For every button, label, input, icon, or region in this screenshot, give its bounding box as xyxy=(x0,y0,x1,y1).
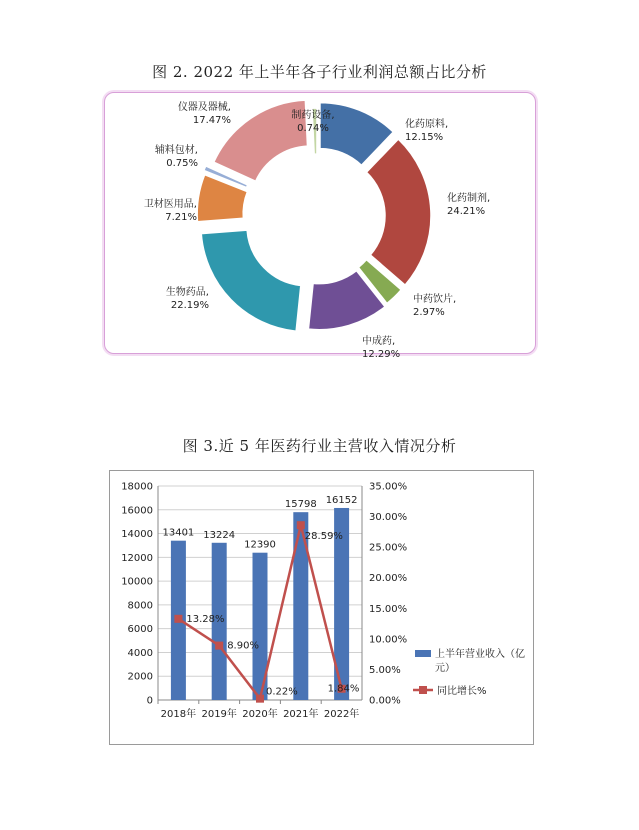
right-axis-tick-label: 30.00% xyxy=(369,512,408,524)
right-axis-tick-label: 20.00% xyxy=(369,573,408,585)
growth-marker xyxy=(297,521,305,529)
right-axis-tick-label: 10.00% xyxy=(369,634,408,646)
slice-value-label: 0.74% xyxy=(297,123,329,134)
legend-bar-swatch xyxy=(415,650,431,657)
combo-chart xyxy=(110,471,533,744)
left-axis-tick-label: 6000 xyxy=(127,624,153,636)
revenue-bar-label: 15798 xyxy=(284,499,317,511)
growth-label: 1.84% xyxy=(327,683,360,695)
left-axis-tick-label: 12000 xyxy=(121,552,153,564)
right-axis-tick-label: 15.00% xyxy=(369,603,408,615)
legend-bar-label-cont: 元） xyxy=(435,663,455,674)
revenue-bar-label: 13224 xyxy=(203,529,236,541)
donut-slice-2 xyxy=(366,139,431,285)
growth-marker xyxy=(174,615,182,623)
slice-name-label: 辅料包材, xyxy=(154,145,198,156)
growth-label: 13.28% xyxy=(186,613,225,625)
revenue-bar-label: 12390 xyxy=(244,539,276,551)
slice-value-label: 0.75% xyxy=(166,158,198,169)
left-axis-tick-label: 8000 xyxy=(127,600,153,612)
figure3-title: 图 3.近 5 年医药行业主营收入情况分析 xyxy=(182,437,457,455)
slice-value-label: 17.47% xyxy=(192,115,231,126)
growth-label: 0.22% xyxy=(266,686,298,698)
left-axis-tick-label: 2000 xyxy=(127,671,153,683)
slice-name-label: 仪器及器械, xyxy=(177,102,231,113)
donut-chart xyxy=(105,93,535,360)
left-axis-tick-label: 16000 xyxy=(121,505,153,517)
growth-marker xyxy=(215,642,223,650)
slice-value-label: 12.15% xyxy=(405,132,444,143)
right-axis-tick-label: 0.00% xyxy=(369,695,401,707)
slice-name-label: 生物药品, xyxy=(165,287,209,298)
slice-name-label: 化药制剂, xyxy=(447,193,491,204)
slice-value-label: 12.29% xyxy=(362,349,401,360)
revenue-bar-label: 16152 xyxy=(325,494,358,506)
slice-name-label: 中药饮片, xyxy=(413,294,457,305)
left-axis-tick-label: 10000 xyxy=(121,576,153,588)
x-axis-tick-label: 2020年 xyxy=(242,709,278,720)
slice-value-label: 2.97% xyxy=(413,307,445,318)
combo-chart-frame xyxy=(109,470,534,745)
slice-value-label: 7.21% xyxy=(165,212,197,223)
left-axis-tick-label: 14000 xyxy=(121,529,153,541)
left-axis-tick-label: 4000 xyxy=(127,647,153,659)
x-axis-tick-label: 2019年 xyxy=(201,709,237,720)
growth-marker xyxy=(256,695,264,703)
revenue-bar-label: 13401 xyxy=(162,527,195,539)
left-axis-tick-label: 0 xyxy=(146,695,153,707)
right-axis-tick-label: 5.00% xyxy=(369,664,401,676)
donut-chart-frame xyxy=(104,92,536,360)
donut-slice-5 xyxy=(201,230,301,331)
slice-name-label: 制药设备, xyxy=(291,110,335,121)
legend-line-label: 同比增长% xyxy=(437,686,487,697)
growth-label: 28.59% xyxy=(304,531,343,543)
slice-value-label: 24.21% xyxy=(447,206,486,217)
right-axis-tick-label: 35.00% xyxy=(369,481,408,493)
slice-name-label: 卫材医用品, xyxy=(143,199,197,210)
slice-value-label: 22.19% xyxy=(170,300,209,311)
x-axis-tick-label: 2022年 xyxy=(323,709,360,720)
left-axis-tick-label: 18000 xyxy=(121,481,153,493)
growth-label: 8.90% xyxy=(227,640,259,652)
legend-line-marker xyxy=(419,686,427,694)
x-axis-tick-label: 2018年 xyxy=(160,709,197,720)
slice-name-label: 中成药, xyxy=(362,336,396,347)
slice-name-label: 化药原料, xyxy=(405,119,449,130)
right-axis-tick-label: 25.00% xyxy=(369,542,408,554)
x-axis-tick-label: 2021年 xyxy=(283,709,319,720)
legend-bar-label: 上半年营业收入（亿 xyxy=(435,649,525,660)
figure2-title: 图 2. 2022 年上半年各子行业利润总额占比分析 xyxy=(152,63,487,81)
